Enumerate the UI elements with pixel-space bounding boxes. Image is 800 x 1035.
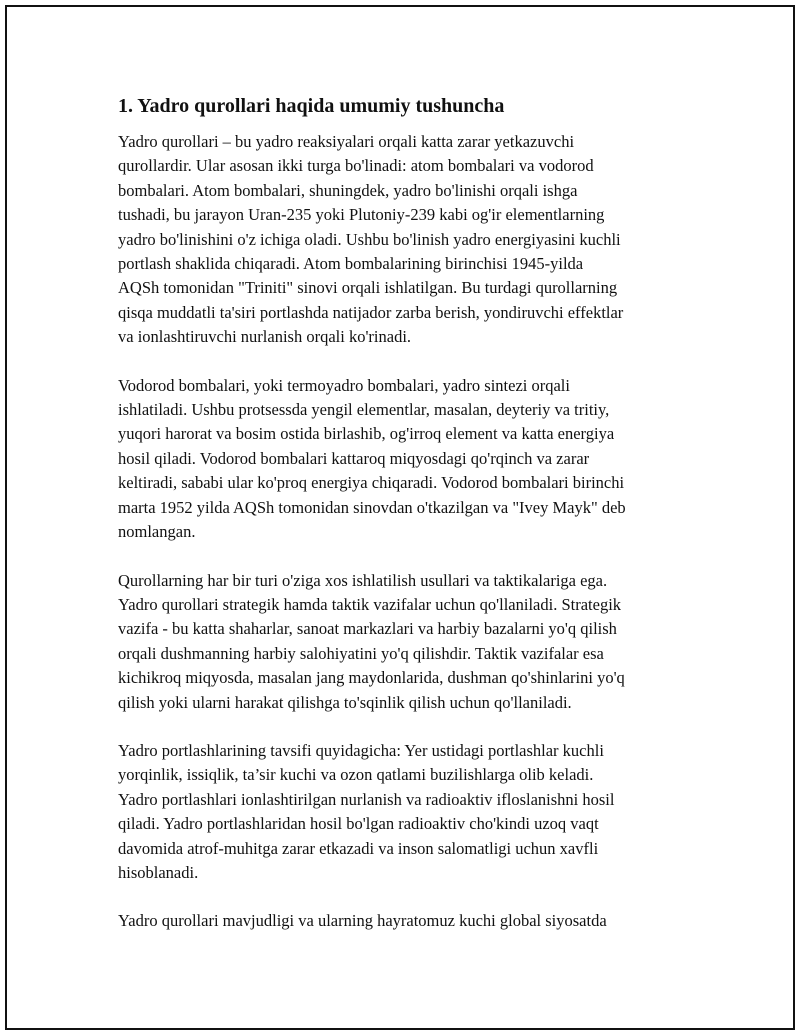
- document-body: [118, 92, 698, 958]
- paragraph-global-politics: Yadro qurollari mavjudligi va ularning hayratomuz kuchi global siyosatda: [118, 911, 607, 931]
- paragraph-atom-bombs: Yadro qurollari – bu yadro reaksiyalari orqali katta zarar yetkazuvchi qurollardir. Ular asosan ikki turga bo'linadi: atom bombalari va vodorod bombalari. Atom bombalari, shuningdek, yadro bo'linishi orqali ishga tushadi, bu jarayon Uran-235 yoki Plutoniy-239 kabi og'ir elementlarning yadro bo'linishini o'z ichiga oladi. Ushbu bo'linish yadro energiyasini kuchli portlash shaklida chiqaradi. Atom bombalarining birinchisi 1945-yilda AQSh tomonidan "Triniti" sinovi orqali ishlatilgan. Bu turdagi qurollarning qisqa muddatli ta'siri portlashda natijador zarba berish, yondiruvchi effektlar va ionlashtiruvchi nurlanish orqali ko'rinadi.: [118, 132, 624, 347]
- paragraph-hydrogen-bombs: Vodorod bombalari, yoki termoyadro bombalari, yadro sintezi orqali ishlatiladi. Ushbu protsessda yengil elementlar, masalan, deyteriy va tritiy, yuqori harorat va bosim ostida birlashib, og'irroq element va katta energiya hosil qiladi. Vodorod bombalari kattaroq miqyosdagi qo'rqinch va zarar keltiradi, sababi ular ko'proq energiya chiqaradi. Vodorod bombalari birinchi marta 1952 yilda AQSh tomonidan sinovdan o'tkazilgan va "Ivey Mayk" deb nomlangan.: [118, 375, 626, 542]
- paragraph-explosion-effects: Yadro portlashlarining tavsifi quyidagicha: Yer ustidagi portlashlar kuchli yorqinlik, issiqlik, ta’sir kuchi va ozon qatlami buzilishlarga olib keladi. Yadro portlashlari ionlashtirilgan nurlanish va radioaktiv ifloslanishni hosil qiladi. Yadro portlashlaridan hosil bo'lgan radioaktiv cho'kindi uzoq vaqt davomida atrof-muhitga zarar etkazadi va inson salomatligi uchun xavfli hisoblanadi.: [118, 740, 615, 882]
- page-title: 1. Yadro qurollari haqida umumiy tushuncha: [118, 95, 505, 117]
- paragraph-usage-tactics: Qurollarning har bir turi o'ziga xos ishlatilish usullari va taktikalariga ega. Yadro qurollari strategik hamda taktik vazifalar uchun qo'llaniladi. Strategik vazifa - bu katta shaharlar, sanoat markazlari va harbiy bazalarni yo'q qilish orqali dushmanning harbiy salohiyatini yo'q qilishdir. Taktik vazifalar esa kichikroq miqyosda, masalan jang maydonlarida, dushman qo'shinlarini yo'q qilish yoki ularni harakat qilishga to'sqinlik qilish uchun qo'llaniladi.: [118, 570, 625, 712]
